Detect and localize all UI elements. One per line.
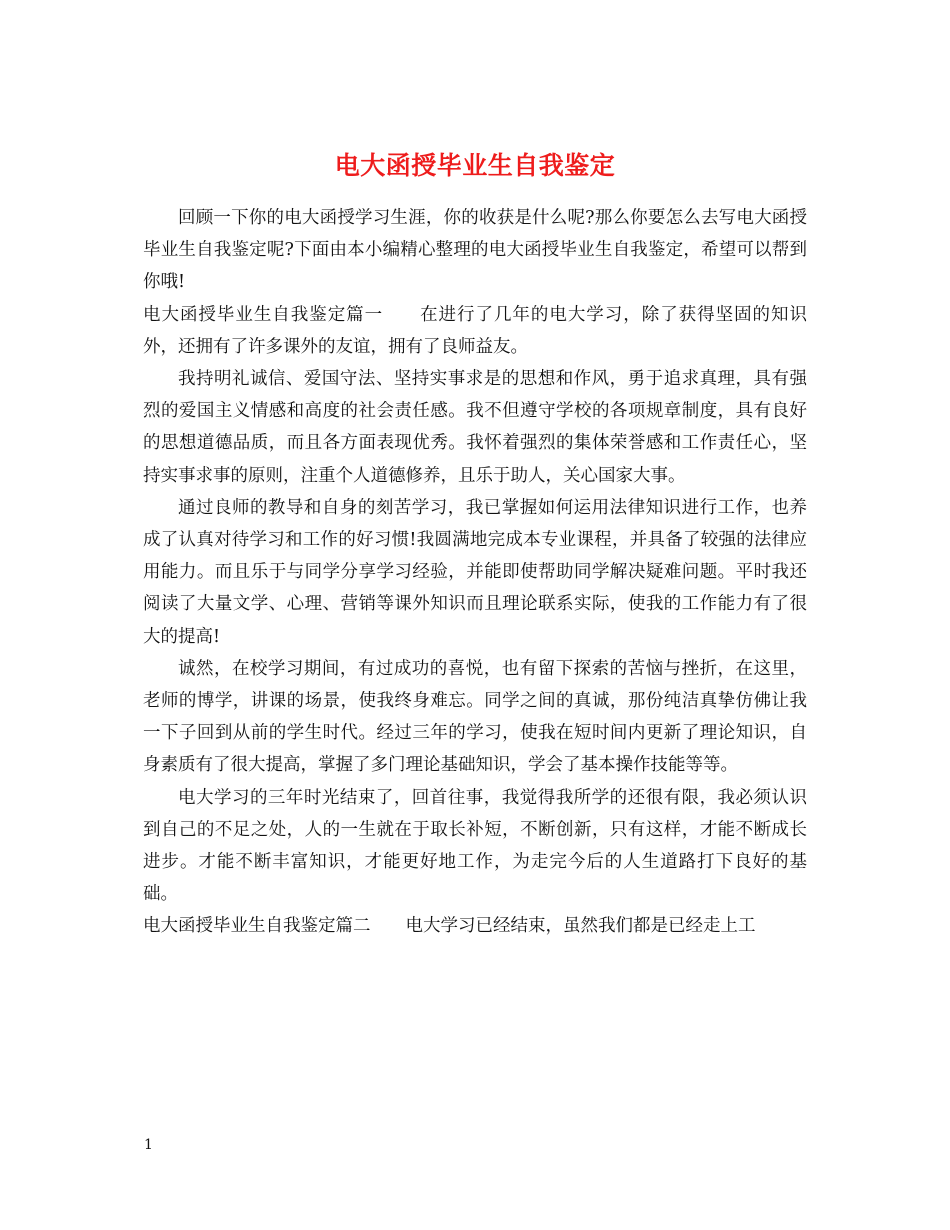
page-number: 1 bbox=[144, 1137, 153, 1153]
paragraph-section-one-heading: 电大函授毕业生自我鉴定篇一 在进行了几年的电大学习，除了获得坚固的知识外，还拥有了许多课外的友谊，拥有了良师益友。 bbox=[143, 304, 807, 357]
paragraph-study: 通过良师的教导和自身的刻苦学习，我已掌握如何运用法律知识进行工作，也养成了认真对待学习和工作的好习惯!我圆满地完成本专业课程，并具备了较强的法律应用能力。而且乐于与同学分享学习经验，并能即使帮助同学解决疑难问题。平时我还阅读了大量文学、心理、营销等课外知识而且理论联系实际，使我的工作能力有了很大的提高! bbox=[143, 497, 807, 647]
document-body bbox=[143, 202, 807, 943]
paragraph-conclusion: 电大学习的三年时光结束了，回首往事，我觉得我所学的还很有限，我必须认识到自己的不足之处，人的一生就在于取长补短，不断创新，只有这样，才能不断成长进步。才能不断丰富知识，才能更好地工作，为走完今后的人生道路打下良好的基础。 bbox=[143, 787, 807, 905]
paragraph-character: 我持明礼诚信、爱国守法、坚持实事求是的思想和作风，勇于追求真理，具有强烈的爱国主义情感和高度的社会责任感。我不但遵守学校的各项规章制度，具有良好的思想道德品质，而且各方面表现优秀。我怀着强烈的集体荣誉感和工作责任心，坚持实事求事的原则，注重个人道德修养，且乐于助人，关心国家大事。 bbox=[143, 369, 807, 486]
document-title: 电大函授毕业生自我鉴定 bbox=[334, 150, 616, 180]
paragraph-intro: 回顾一下你的电大函授学习生涯，你的收获是什么呢?那么你要怎么去写电大函授毕业生自我鉴定呢?下面由本小编精心整理的电大函授毕业生自我鉴定，希望可以帮到你哦! bbox=[143, 208, 807, 293]
paragraph-section-two-heading: 电大函授毕业生自我鉴定篇二 电大学习已经结束，虽然我们都是已经走上工 bbox=[143, 916, 756, 937]
paragraph-school-life: 诚然，在校学习期间，有过成功的喜悦，也有留下探索的苦恼与挫折，在这里，老师的博学，讲课的场景，使我终身难忘。同学之间的真诚，那份纯洁真挚仿佛让我一下子回到从前的学生时代。经过三年的学习，使我在短时间内更新了理论知识，自身素质有了很大提高，掌握了多门理论基础知识，学会了基本操作技能等等。 bbox=[143, 658, 807, 776]
